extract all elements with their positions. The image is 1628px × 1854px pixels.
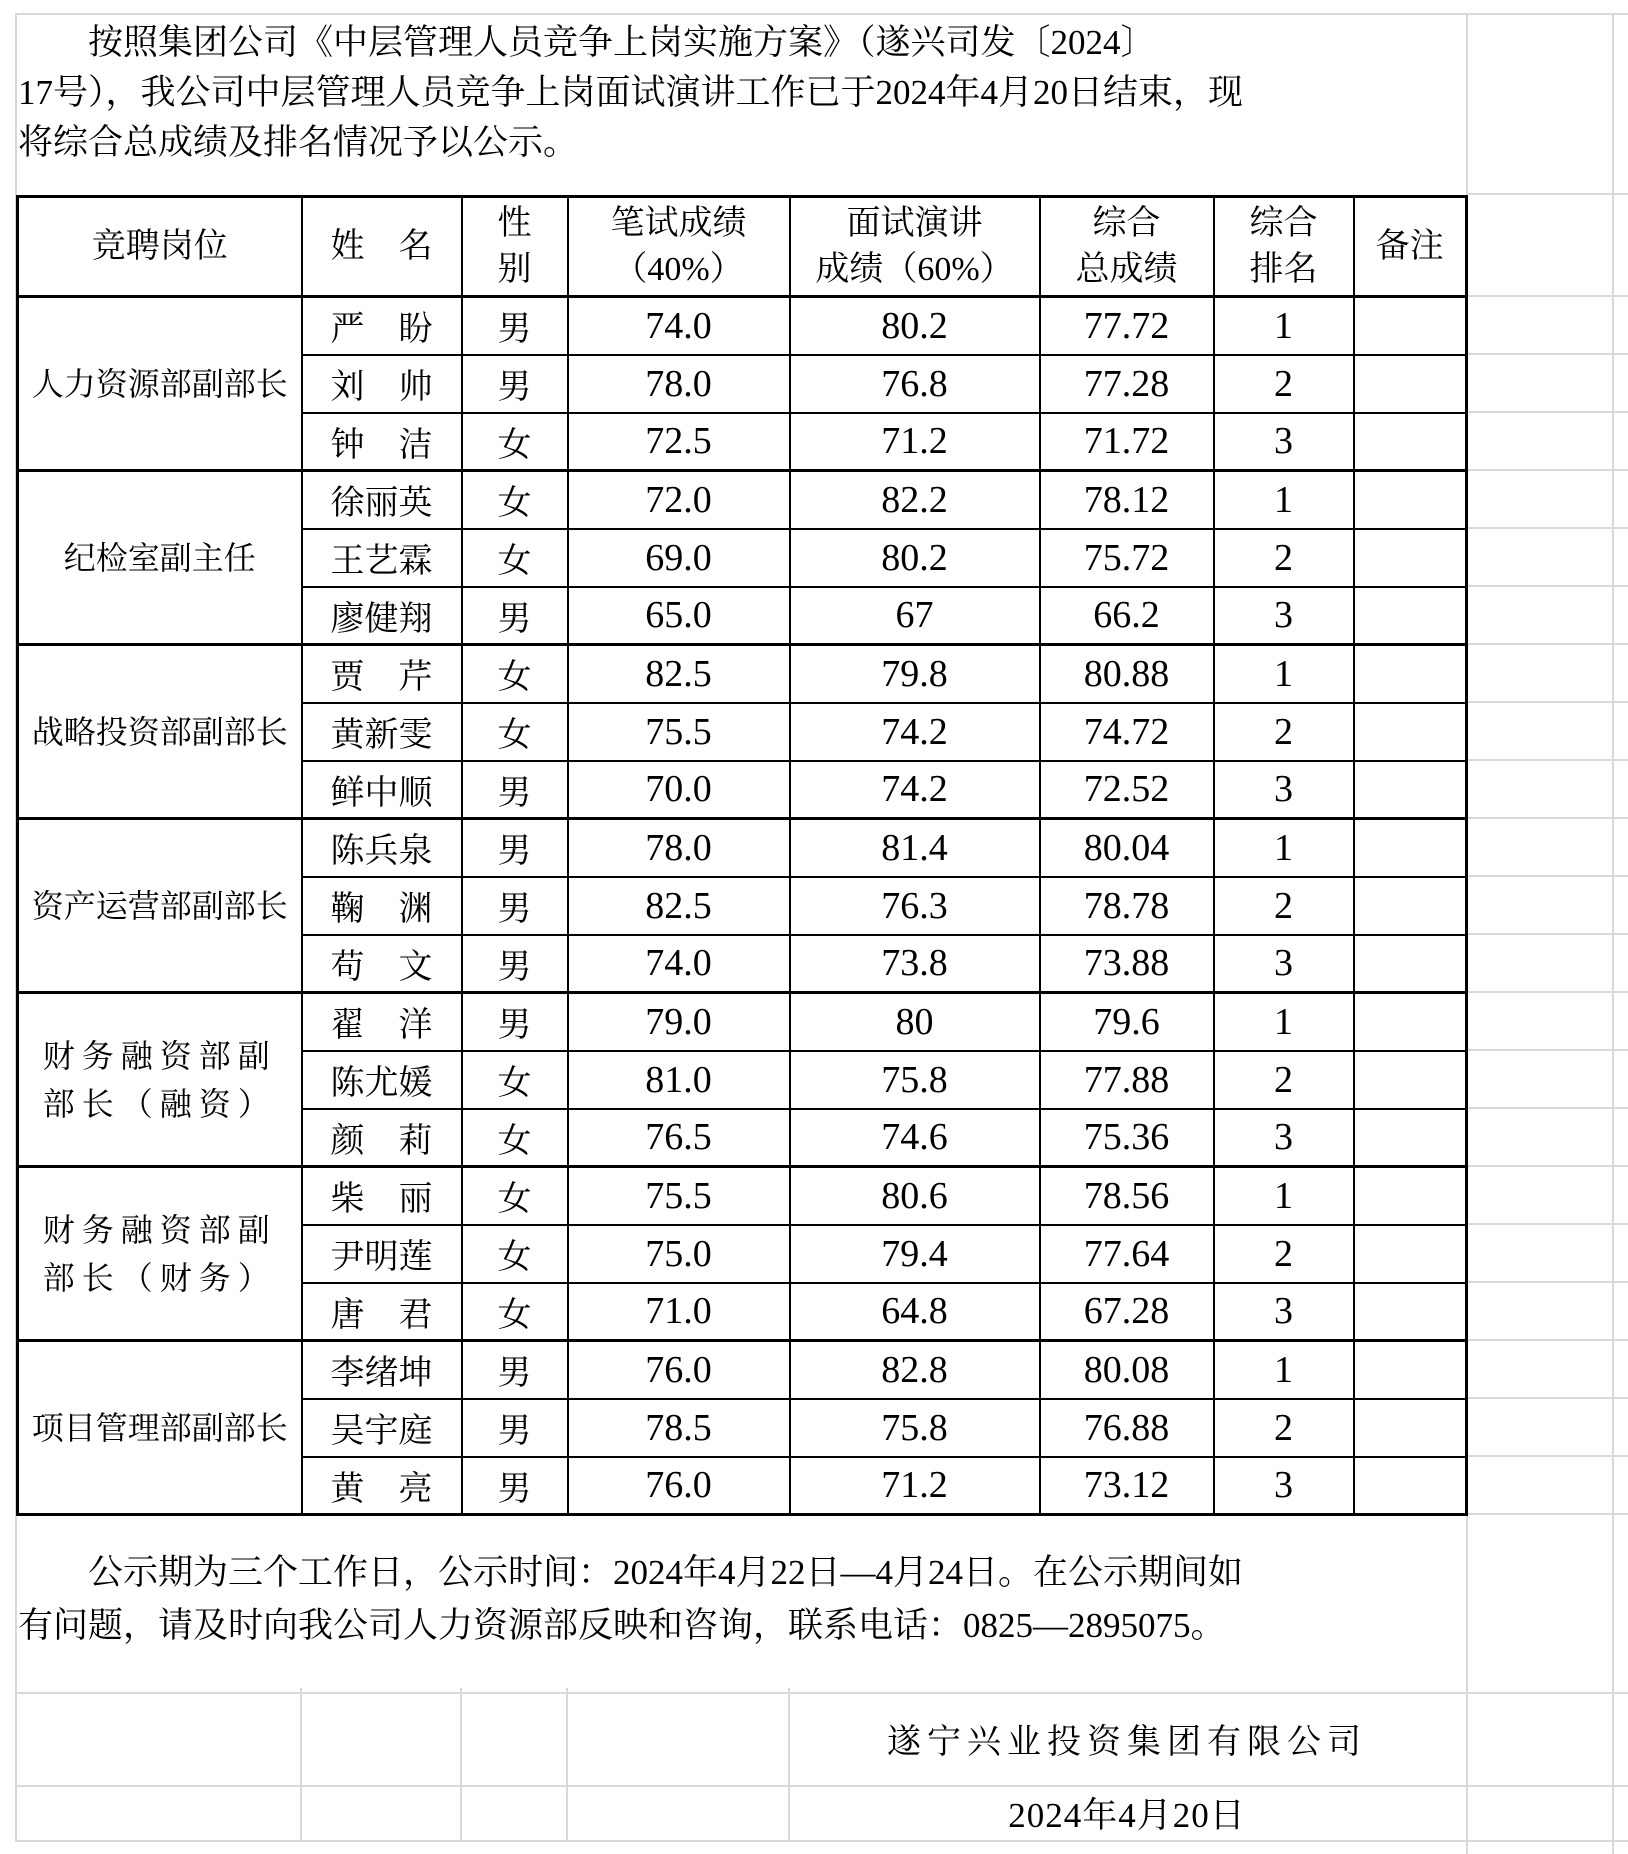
rank-cell: 1 [1214, 645, 1354, 703]
name-cell: 鞠 渊 [302, 877, 462, 935]
interview-score-cell: 80 [790, 993, 1040, 1051]
remark-cell [1354, 703, 1467, 761]
total-score-cell: 79.6 [1040, 993, 1214, 1051]
total-score-cell: 75.72 [1040, 529, 1214, 587]
gender-cell: 女 [462, 471, 568, 529]
name-cell: 苟 文 [302, 935, 462, 993]
remark-cell [1354, 761, 1467, 819]
written-score-cell: 71.0 [568, 1283, 790, 1341]
remark-cell [1354, 297, 1467, 355]
rank-cell: 3 [1214, 1283, 1354, 1341]
header-gender [462, 197, 568, 297]
score-table [16, 195, 1468, 1516]
intro-line: 按照集团公司《中层管理人员竞争上岗实施方案》（遂兴司发〔2024〕 [88, 23, 1156, 62]
gender-cell: 女 [462, 645, 568, 703]
remark-cell [1354, 413, 1467, 471]
written-score-cell: 69.0 [568, 529, 790, 587]
remark-cell [1354, 1341, 1467, 1399]
name-cell: 陈尤媛 [302, 1051, 462, 1109]
table-row [18, 297, 1467, 355]
header-total [1040, 197, 1214, 297]
header-written-line: （40%） [613, 250, 744, 288]
remark-cell [1354, 645, 1467, 703]
interview-score-cell: 67 [790, 587, 1040, 645]
gender-cell: 男 [462, 935, 568, 993]
rank-cell: 2 [1214, 355, 1354, 413]
table-row [18, 993, 1467, 1051]
name-cell: 尹明莲 [302, 1225, 462, 1283]
interview-score-cell: 75.8 [790, 1051, 1040, 1109]
total-score-cell: 80.08 [1040, 1341, 1214, 1399]
sheet-gridline-bottom-col-3 [566, 1688, 568, 1840]
interview-score-cell: 75.8 [790, 1399, 1040, 1457]
name-cell: 翟 洋 [302, 993, 462, 1051]
interview-score-cell: 79.8 [790, 645, 1040, 703]
interview-score-cell: 80.2 [790, 529, 1040, 587]
written-score-cell: 72.0 [568, 471, 790, 529]
gender-cell: 男 [462, 819, 568, 877]
name-cell: 黄 亮 [302, 1457, 462, 1515]
remark-cell [1354, 877, 1467, 935]
written-score-cell: 78.5 [568, 1399, 790, 1457]
total-score-cell: 80.04 [1040, 819, 1214, 877]
table-row [18, 645, 1467, 703]
name-cell: 徐丽英 [302, 471, 462, 529]
gender-cell: 女 [462, 703, 568, 761]
position-cell: 资产运营部副部长 [18, 819, 302, 993]
rank-cell: 3 [1214, 761, 1354, 819]
gender-cell: 男 [462, 1399, 568, 1457]
total-score-cell: 73.12 [1040, 1457, 1214, 1515]
position-cell: 纪检室副主任 [18, 471, 302, 645]
interview-score-cell: 74.6 [790, 1109, 1040, 1167]
header-name: 姓 名 [302, 197, 462, 297]
remark-cell [1354, 355, 1467, 413]
intro-line: 将综合总成绩及排名情况予以公示。 [18, 123, 579, 162]
written-score-cell: 76.0 [568, 1341, 790, 1399]
total-score-cell: 66.2 [1040, 587, 1214, 645]
total-score-cell: 78.12 [1040, 471, 1214, 529]
sheet-gridline-bottom-col-1 [300, 1688, 302, 1840]
interview-score-cell: 82.8 [790, 1341, 1040, 1399]
header-total-line: 总成绩 [1075, 250, 1178, 288]
name-cell: 李绪坤 [302, 1341, 462, 1399]
remark-cell [1354, 993, 1467, 1051]
name-cell: 鲜中顺 [302, 761, 462, 819]
remark-cell [1354, 1457, 1467, 1515]
interview-score-cell: 74.2 [790, 703, 1040, 761]
position-cell: 人力资源部副部长 [18, 297, 302, 471]
header-total-line: 综合 [1092, 204, 1161, 242]
interview-score-cell: 80.2 [790, 297, 1040, 355]
written-score-cell: 74.0 [568, 935, 790, 993]
written-score-cell: 81.0 [568, 1051, 790, 1109]
gender-cell: 女 [462, 1225, 568, 1283]
table-row [18, 471, 1467, 529]
name-cell: 刘 帅 [302, 355, 462, 413]
sheet-gridline-table-top-margin [1466, 193, 1628, 195]
signature-date: 2024年4月20日 [1008, 1795, 1246, 1835]
interview-score-cell: 82.2 [790, 471, 1040, 529]
gender-cell: 女 [462, 529, 568, 587]
rank-cell: 1 [1214, 1167, 1354, 1225]
total-score-cell: 77.28 [1040, 355, 1214, 413]
footer-line: 有问题，请及时向我公司人力资源部反映和咨询，联系电话：0825—2895075。 [18, 1606, 1226, 1645]
total-score-cell: 78.78 [1040, 877, 1214, 935]
position-cell: 项目管理部副部长 [18, 1341, 302, 1515]
written-score-cell: 75.0 [568, 1225, 790, 1283]
rank-cell: 2 [1214, 529, 1354, 587]
gender-cell: 男 [462, 1341, 568, 1399]
written-score-cell: 78.0 [568, 355, 790, 413]
interview-score-cell: 76.8 [790, 355, 1040, 413]
total-score-cell: 77.64 [1040, 1225, 1214, 1283]
position-cell: 战略投资部副部长 [18, 645, 302, 819]
interview-score-cell: 79.4 [790, 1225, 1040, 1283]
sheet-gridline-top [16, 13, 1628, 15]
rank-cell: 3 [1214, 413, 1354, 471]
name-cell: 钟 洁 [302, 413, 462, 471]
remark-cell [1354, 1399, 1467, 1457]
gender-cell: 男 [462, 587, 568, 645]
gender-cell: 男 [462, 297, 568, 355]
interview-score-cell: 71.2 [790, 1457, 1040, 1515]
header-rank-line: 排名 [1249, 250, 1318, 288]
footer-line: 公示期为三个工作日，公示时间：2024年4月22日—4月24日。在公示期间如 [88, 1553, 1244, 1592]
header-rank-line: 综合 [1249, 204, 1318, 242]
rank-cell: 1 [1214, 471, 1354, 529]
remark-cell [1354, 529, 1467, 587]
written-score-cell: 82.5 [568, 877, 790, 935]
header-gender-line: 性 [497, 204, 532, 242]
total-score-cell: 78.56 [1040, 1167, 1214, 1225]
gender-cell: 女 [462, 413, 568, 471]
footer-paragraph [18, 1546, 1462, 1652]
rank-cell: 2 [1214, 703, 1354, 761]
name-cell: 颜 莉 [302, 1109, 462, 1167]
gender-cell: 男 [462, 355, 568, 413]
table-row [18, 1167, 1467, 1225]
written-score-cell: 65.0 [568, 587, 790, 645]
position-cell: 财务融资部副 部长（财务） [18, 1167, 302, 1341]
name-cell: 贾 芹 [302, 645, 462, 703]
header-interview-line: 面试演讲 [846, 204, 983, 242]
rank-cell: 1 [1214, 297, 1354, 355]
table-row [18, 1341, 1467, 1399]
position-cell: 财务融资部副 部长（融资） [18, 993, 302, 1167]
rank-cell: 3 [1214, 935, 1354, 993]
gender-cell: 男 [462, 1457, 568, 1515]
remark-cell [1354, 935, 1467, 993]
written-score-cell: 75.5 [568, 1167, 790, 1225]
rank-cell: 1 [1214, 819, 1354, 877]
rank-cell: 3 [1214, 1109, 1354, 1167]
interview-score-cell: 74.2 [790, 761, 1040, 819]
name-cell: 唐 君 [302, 1283, 462, 1341]
sheet-gridline-bottom-col-2 [460, 1688, 462, 1840]
header-written-line: 笔试成绩 [610, 204, 747, 242]
name-cell: 廖健翔 [302, 587, 462, 645]
total-score-cell: 72.52 [1040, 761, 1214, 819]
rank-cell: 2 [1214, 1225, 1354, 1283]
interview-score-cell: 71.2 [790, 413, 1040, 471]
name-cell: 陈兵泉 [302, 819, 462, 877]
gender-cell: 男 [462, 877, 568, 935]
table-row [18, 819, 1467, 877]
total-score-cell: 71.72 [1040, 413, 1214, 471]
rank-cell: 2 [1214, 1051, 1354, 1109]
gender-cell: 女 [462, 1109, 568, 1167]
written-score-cell: 78.0 [568, 819, 790, 877]
header-rank [1214, 197, 1354, 297]
remark-cell [1354, 471, 1467, 529]
name-cell: 黄新雯 [302, 703, 462, 761]
name-cell: 王艺霖 [302, 529, 462, 587]
remark-cell [1354, 1167, 1467, 1225]
header-gender-line: 别 [497, 250, 532, 288]
total-score-cell: 67.28 [1040, 1283, 1214, 1341]
total-score-cell: 75.36 [1040, 1109, 1214, 1167]
rank-cell: 2 [1214, 1399, 1354, 1457]
interview-score-cell: 81.4 [790, 819, 1040, 877]
total-score-cell: 73.88 [1040, 935, 1214, 993]
intro-paragraph [18, 18, 1462, 168]
interview-score-cell: 73.8 [790, 935, 1040, 993]
signature-company: 遂宁兴业投资集团有限公司 [887, 1724, 1367, 1761]
intro-line: 17号），我公司中层管理人员竞争上岗面试演讲工作已于2024年4月20日结束，现 [18, 73, 1244, 112]
written-score-cell: 82.5 [568, 645, 790, 703]
remark-cell [1354, 819, 1467, 877]
total-score-cell: 74.72 [1040, 703, 1214, 761]
name-cell: 严 盼 [302, 297, 462, 355]
name-cell: 柴 丽 [302, 1167, 462, 1225]
written-score-cell: 72.5 [568, 413, 790, 471]
sheet-gridline-bottom-3 [16, 1840, 1628, 1842]
name-cell: 吴宇庭 [302, 1399, 462, 1457]
interview-score-cell: 80.6 [790, 1167, 1040, 1225]
written-score-cell: 79.0 [568, 993, 790, 1051]
header-row [18, 197, 1467, 297]
rank-cell: 2 [1214, 877, 1354, 935]
gender-cell: 女 [462, 1167, 568, 1225]
remark-cell [1354, 1283, 1467, 1341]
rank-cell: 1 [1214, 1341, 1354, 1399]
total-score-cell: 77.88 [1040, 1051, 1214, 1109]
written-score-cell: 70.0 [568, 761, 790, 819]
header-position: 竞聘岗位 [18, 197, 302, 297]
written-score-cell: 76.0 [568, 1457, 790, 1515]
rank-cell: 3 [1214, 1457, 1354, 1515]
gender-cell: 男 [462, 761, 568, 819]
gender-cell: 男 [462, 993, 568, 1051]
interview-score-cell: 76.3 [790, 877, 1040, 935]
written-score-cell: 74.0 [568, 297, 790, 355]
remark-cell [1354, 1225, 1467, 1283]
total-score-cell: 77.72 [1040, 297, 1214, 355]
total-score-cell: 76.88 [1040, 1399, 1214, 1457]
gender-cell: 女 [462, 1283, 568, 1341]
header-remark: 备注 [1354, 197, 1467, 297]
total-score-cell: 80.88 [1040, 645, 1214, 703]
written-score-cell: 75.5 [568, 703, 790, 761]
header-written [568, 197, 790, 297]
sheet-gridline-row-band [1466, 295, 1628, 1517]
rank-cell: 1 [1214, 993, 1354, 1051]
remark-cell [1354, 1051, 1467, 1109]
header-interview-line: 成绩（60%） [815, 250, 1014, 288]
gender-cell: 女 [462, 1051, 568, 1109]
remark-cell [1354, 1109, 1467, 1167]
rank-cell: 3 [1214, 587, 1354, 645]
interview-score-cell: 64.8 [790, 1283, 1040, 1341]
written-score-cell: 76.5 [568, 1109, 790, 1167]
remark-cell [1354, 587, 1467, 645]
header-interview [790, 197, 1040, 297]
